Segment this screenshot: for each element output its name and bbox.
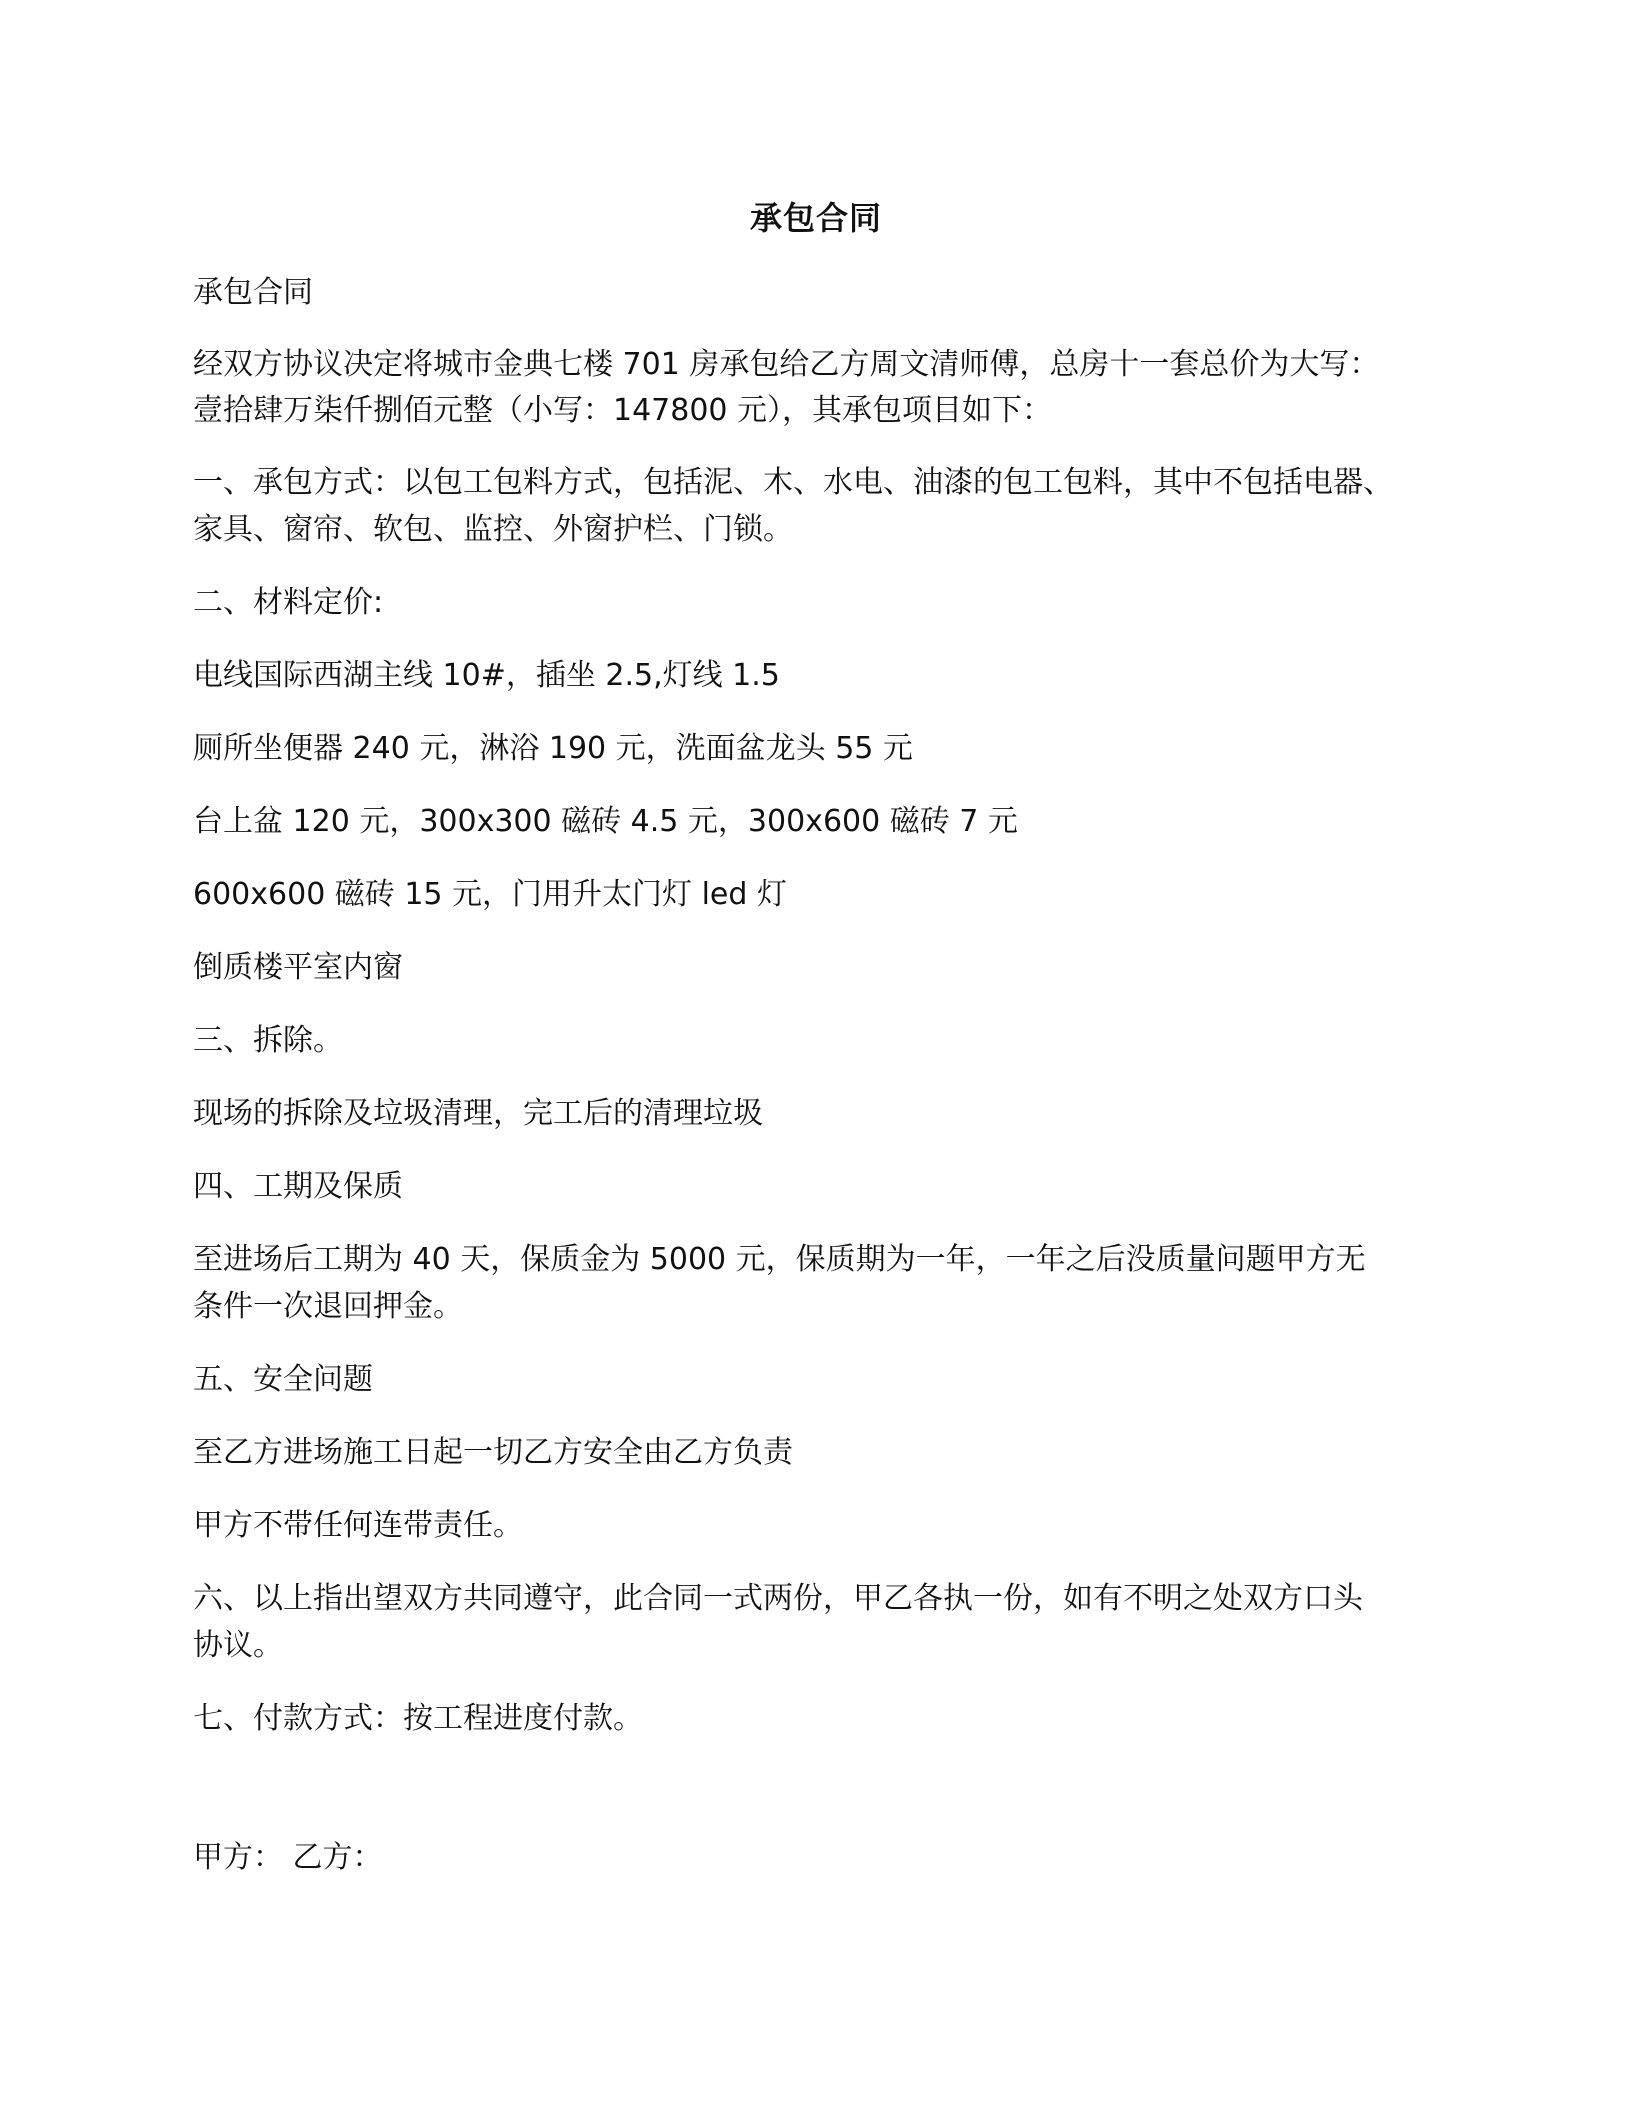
section-1-line-1: 一、承包方式：以包工包料方式，包括泥、木、水电、油漆的包工包料，其中不包括电器、 (193, 465, 1393, 500)
section-6-line-1: 六、以上指出望双方共同遵守，此合同一式两份，甲乙各执一份，如有不明之处双方口头 (193, 1581, 1363, 1616)
section-2-heading: 二、材料定价: (193, 585, 384, 620)
document-title: 承包合同 (749, 199, 882, 237)
intro-line-1: 经双方协议决定将城市金典七楼 701 房承包给乙方周文清师傅，总房十一套总价为大写： (193, 347, 1380, 382)
material-line-5: 倒质楼平室内窗 (193, 950, 403, 985)
section-1-line-2: 家具、窗帘、软包、监控、外窗护栏、门锁。 (193, 512, 793, 547)
material-line-1: 电线国际西湖主线 10#，插坐 2.5,灯线 1.5 (193, 658, 780, 693)
section-4-line-1: 至进场后工期为 40 天，保质金为 5000 元，保质期为一年，一年之后没质量问题甲方无 (193, 1242, 1366, 1277)
section-5-line-2: 甲方不带任何连带责任。 (193, 1508, 523, 1543)
section-6-line-2: 协议。 (193, 1628, 283, 1663)
material-line-3: 台上盆 120 元，300x300 磁砖 4.5 元，300x600 磁砖 7 元 (193, 804, 1018, 839)
material-line-4: 600x600 磁砖 15 元，门用升太门灯 led 灯 (193, 877, 787, 912)
section-5-line-1: 至乙方进场施工日起一切乙方安全由乙方负责 (193, 1435, 793, 1470)
section-3-heading: 三、拆除。 (193, 1023, 343, 1058)
subtitle-line: 承包合同 (193, 275, 313, 310)
material-line-2: 厕所坐便器 240 元，淋浴 190 元，洗面盆龙头 55 元 (193, 731, 913, 766)
section-4-heading: 四、工期及保质 (193, 1169, 403, 1204)
section-5-heading: 五、安全问题 (193, 1362, 373, 1397)
section-3-text: 现场的拆除及垃圾清理，完工后的清理垃圾 (193, 1096, 763, 1131)
signature-line: 甲方： 乙方： (193, 1840, 383, 1875)
section-7-line: 七、付款方式：按工程进度付款。 (193, 1701, 643, 1736)
section-4-line-2: 条件一次退回押金。 (193, 1289, 463, 1324)
intro-line-2: 壹拾肆万柒仟捌佰元整（小写：147800 元），其承包项目如下： (193, 393, 1053, 428)
